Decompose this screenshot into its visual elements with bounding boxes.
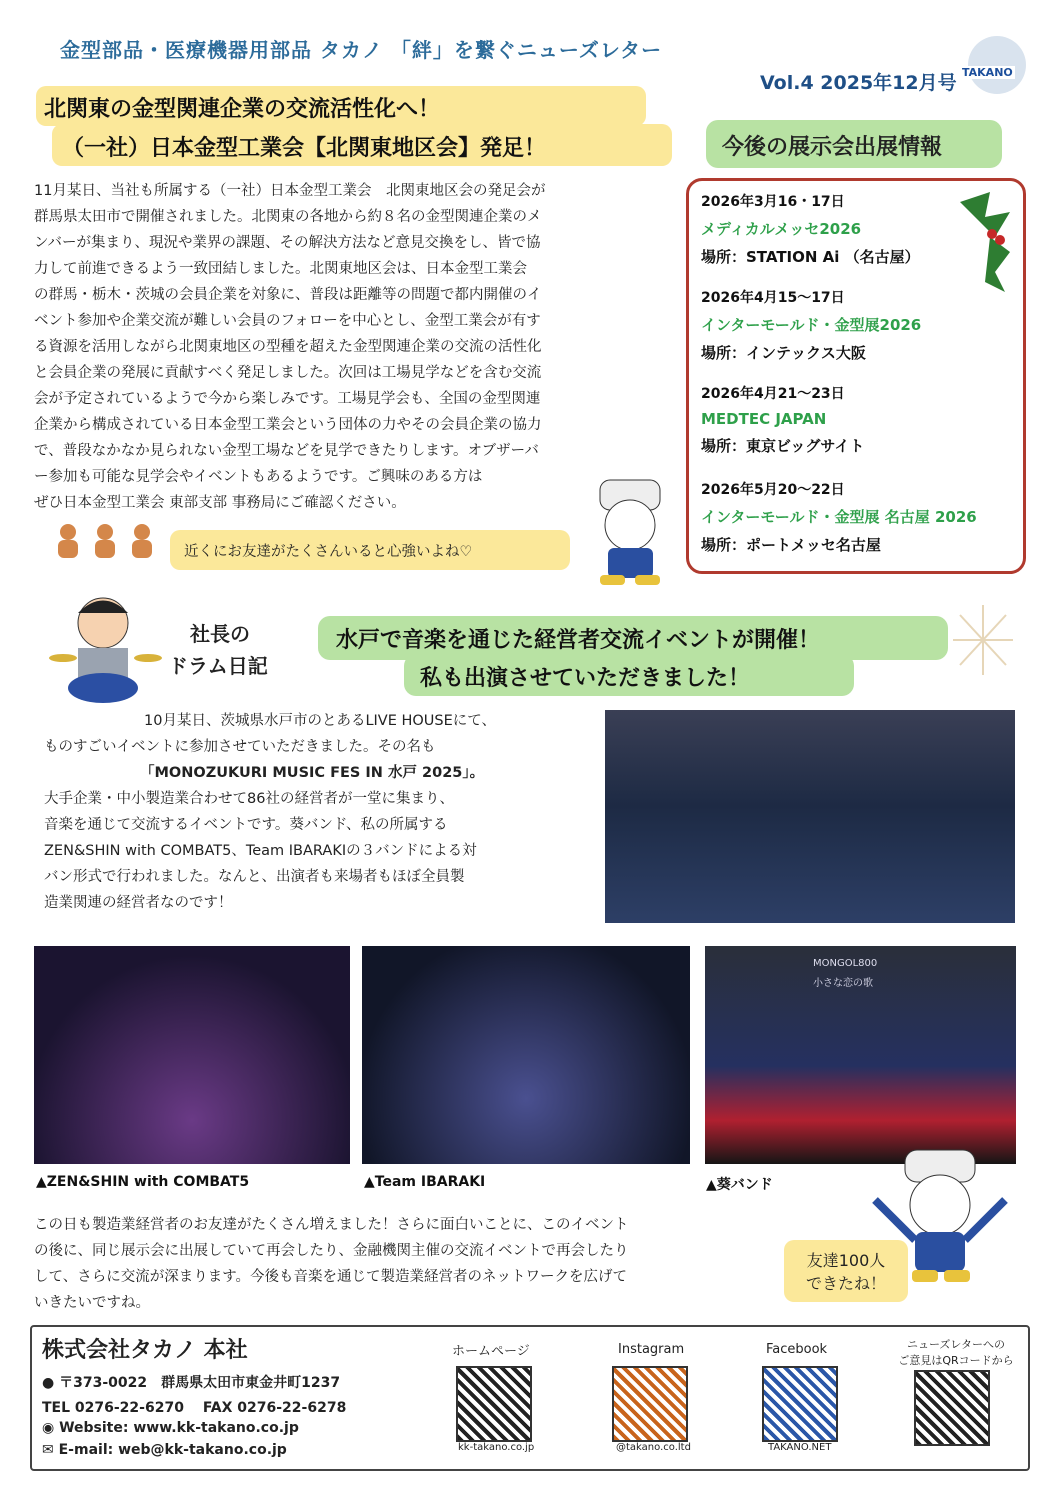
mascot-cheering-icon xyxy=(860,1140,1020,1300)
body-line: ー参加も可能な見学会やイベントもあるようです。ご興味のある方は xyxy=(34,469,483,485)
article1-headline-1: 北関東の金型関連企業の交流活性化へ！ xyxy=(44,97,441,122)
homepage-qr-code[interactable] xyxy=(456,1366,532,1442)
qr-label: ホームページ xyxy=(452,1344,530,1359)
event-item xyxy=(701,191,920,267)
president-drummer-illustration xyxy=(48,588,168,708)
body-line: ベント参加や企業交流が難しい会員のフォローを中心とし、金型工業会が有す xyxy=(34,313,541,329)
body-line: ZEN&SHIN with COMBAT5、Team IBARAKIの３バンドによる対 xyxy=(44,843,477,859)
column-label-2: ドラム日記 xyxy=(168,654,268,678)
article2-headline-1: 水戸で音楽を通じた経営者交流イベントが開催！ xyxy=(336,628,821,653)
body-line: 10月某日、茨城県水戸市のとあるLIVE HOUSEにて、 xyxy=(144,713,496,729)
qr-caption: TAKANO.NET xyxy=(768,1442,832,1453)
event-place: 場所：東京ビッグサイト xyxy=(701,437,865,455)
address: 〒373-0022 群馬県太田市東金井町1237 xyxy=(59,1375,341,1391)
body-line: 音楽を通じて交流するイベントです。葵バンド、私の所属する xyxy=(44,817,448,833)
article1-headline-2: （一社）日本金型工業会【北関東地区会】発足！ xyxy=(62,136,547,161)
body-line: の後に、同じ展示会に出展していて再会したり、金融機関主催の交流イベントで再会したり xyxy=(34,1243,629,1259)
location-pin-icon: ● xyxy=(42,1375,60,1391)
body-line: 会が予定されているようで今から楽しみです。工場見学会も、全国の金型関連 xyxy=(34,391,541,407)
qr-label: Facebook xyxy=(766,1342,828,1357)
speech-text: 友達100人 xyxy=(806,1251,886,1270)
event-place: 場所：ポートメッセ名古屋 xyxy=(701,536,881,554)
body-line: で、普段なかなか見られない金型工場などを見学できたりします。オブザーバ xyxy=(34,443,539,459)
event-date: 2026年5月20〜22日 xyxy=(701,482,845,498)
event-name: メディカルメッセ2026 xyxy=(701,220,862,238)
photo-caption: ▲葵バンド xyxy=(706,1177,773,1193)
instagram-qr-code[interactable] xyxy=(612,1366,688,1442)
logo-badge xyxy=(968,36,1026,94)
body-line: この日も製造業経営者のお友達がたくさん増えました！さらに面白いことに、このイベント xyxy=(34,1217,629,1233)
feedback-note xyxy=(892,1336,1020,1368)
body-line: 群馬県太田市で開催されました。北関東の各地から約８名の金型関連企業のメ xyxy=(34,209,542,225)
closing-text xyxy=(34,1212,774,1316)
event-name: インターモールド・金型展 名古屋 2026 xyxy=(701,508,977,526)
feedback-qr-code[interactable] xyxy=(914,1370,990,1446)
company-logo: TAKANO xyxy=(962,66,1013,79)
volume-label: Vol.4 2025年12月号 xyxy=(760,72,957,94)
body-line: の群馬・栃木・茨城の会員企業を対象に、普段は距離等の問題で都内開催のイ xyxy=(34,287,542,303)
body-line: して、さらに交流が深まります。今後も音楽を通じて製造業経営者のネットワークを広げて xyxy=(34,1269,628,1285)
body-line: と会員企業の発展に貢献すべく発足しました。次回は工場見学などを含む交流 xyxy=(34,365,542,381)
email[interactable]: E-mail: web@kk-takano.co.jp xyxy=(58,1442,287,1458)
event-date: 2026年3月16・17日 xyxy=(701,194,845,210)
speech-text: 近くにお友達がたくさんいると心強いよね♡ xyxy=(184,544,473,560)
tel-fax: TEL 0276-22-6270 FAX 0276-22-6278 xyxy=(42,1400,347,1416)
body-line: 企業から構成されている日本金型工業会という団体の力やその会員企業の協力 xyxy=(34,417,542,433)
body-line: ンバーが集まり、現況や業界の課題、その解決方法など意見交換をし、皆で協 xyxy=(34,235,541,251)
snowflake-icon xyxy=(948,600,1018,680)
event-item xyxy=(701,383,864,456)
speech-text: できたね！ xyxy=(805,1274,886,1293)
event-name: MEDTEC JAPAN xyxy=(701,410,827,428)
mascot-speech-bubble xyxy=(170,530,570,570)
newsletter-title: 金型部品・医療機器用部品 タカノ 「絆」を繋ぐニューズレター xyxy=(60,38,663,62)
facebook-qr-code[interactable] xyxy=(762,1366,838,1442)
website[interactable]: Website: www.kk-takano.co.jp xyxy=(59,1420,299,1436)
website-row[interactable] xyxy=(42,1420,299,1436)
event-date: 2026年4月21〜23日 xyxy=(701,386,845,402)
feedback-line: ご意見はQRコードから xyxy=(898,1354,1014,1367)
photo-caption: ▲Team IBARAKI xyxy=(364,1174,486,1190)
band-photo-aoi xyxy=(705,946,1016,1164)
gingerbread-cookies-icon xyxy=(50,520,160,570)
article2-body xyxy=(44,708,604,916)
article1-body xyxy=(34,178,674,516)
mail-icon: ✉ xyxy=(42,1442,59,1458)
body-line: 大手企業・中小製造業合わせて86社の経営者が一堂に集まり、 xyxy=(44,791,454,807)
band-photo-ibaraki xyxy=(362,946,690,1164)
email-row[interactable] xyxy=(42,1442,287,1458)
holly-icon xyxy=(950,182,1030,302)
address-row xyxy=(42,1372,340,1392)
body-line: 11月某日、当社も所属する（一社）日本金型工業会 北関東地区会の発足会が xyxy=(34,183,546,199)
qr-caption: kk-takano.co.jp xyxy=(458,1442,535,1453)
mascot-character-icon xyxy=(580,470,690,590)
body-line: 造業関連の経営者なのです！ xyxy=(44,895,233,911)
globe-icon: ◉ xyxy=(42,1420,60,1436)
photo-caption: ▲ZEN&SHIN with COMBAT5 xyxy=(36,1174,250,1190)
qr-label: Instagram xyxy=(618,1342,685,1357)
body-line: バン形式で行われました。なんと、出演者も来場者もほぼ全員製 xyxy=(44,869,465,885)
event-place: 場所：STATION Ai （名古屋） xyxy=(701,248,920,266)
event-item xyxy=(701,479,977,555)
feedback-line: ニューズレターへの xyxy=(906,1338,1005,1351)
qr-caption: @takano.co.ltd xyxy=(616,1442,691,1453)
body-line: いきたいですね。 xyxy=(34,1295,150,1311)
company-name: 株式会社タカノ 本社 xyxy=(42,1338,248,1363)
event-item xyxy=(701,287,921,363)
screen-text: MONGOL800 xyxy=(813,958,878,969)
body-line: る資源を活用しながら北関東地区の型種を超えた金型関連企業の交流の活性化 xyxy=(34,339,542,355)
event-name: インターモールド・金型展2026 xyxy=(701,316,922,334)
event-date: 2026年4月15〜17日 xyxy=(701,290,845,306)
event-title: 「MONOZUKURI MUSIC FES IN 水戸 2025」。 xyxy=(140,765,485,781)
article2-headline-2: 私も出演させていただきました！ xyxy=(420,666,751,691)
body-line: ぜひ日本金型工業会 東部支部 事務局にご確認ください。 xyxy=(34,495,406,511)
column-label-1: 社長の xyxy=(190,622,250,646)
events-heading: 今後の展示会出展情報 xyxy=(722,135,943,160)
group-photo xyxy=(605,710,1015,923)
screen-text: 小さな恋の歌 xyxy=(813,978,873,989)
body-line: 力して前進できるよう一致団結しました。北関東地区会は、日本金型工業会 xyxy=(34,261,527,277)
band-photo-zenshin xyxy=(34,946,350,1164)
body-line: ものすごいイベントに参加させていただきました。その名も xyxy=(44,739,436,755)
event-place: 場所：インテックス大阪 xyxy=(701,344,866,362)
